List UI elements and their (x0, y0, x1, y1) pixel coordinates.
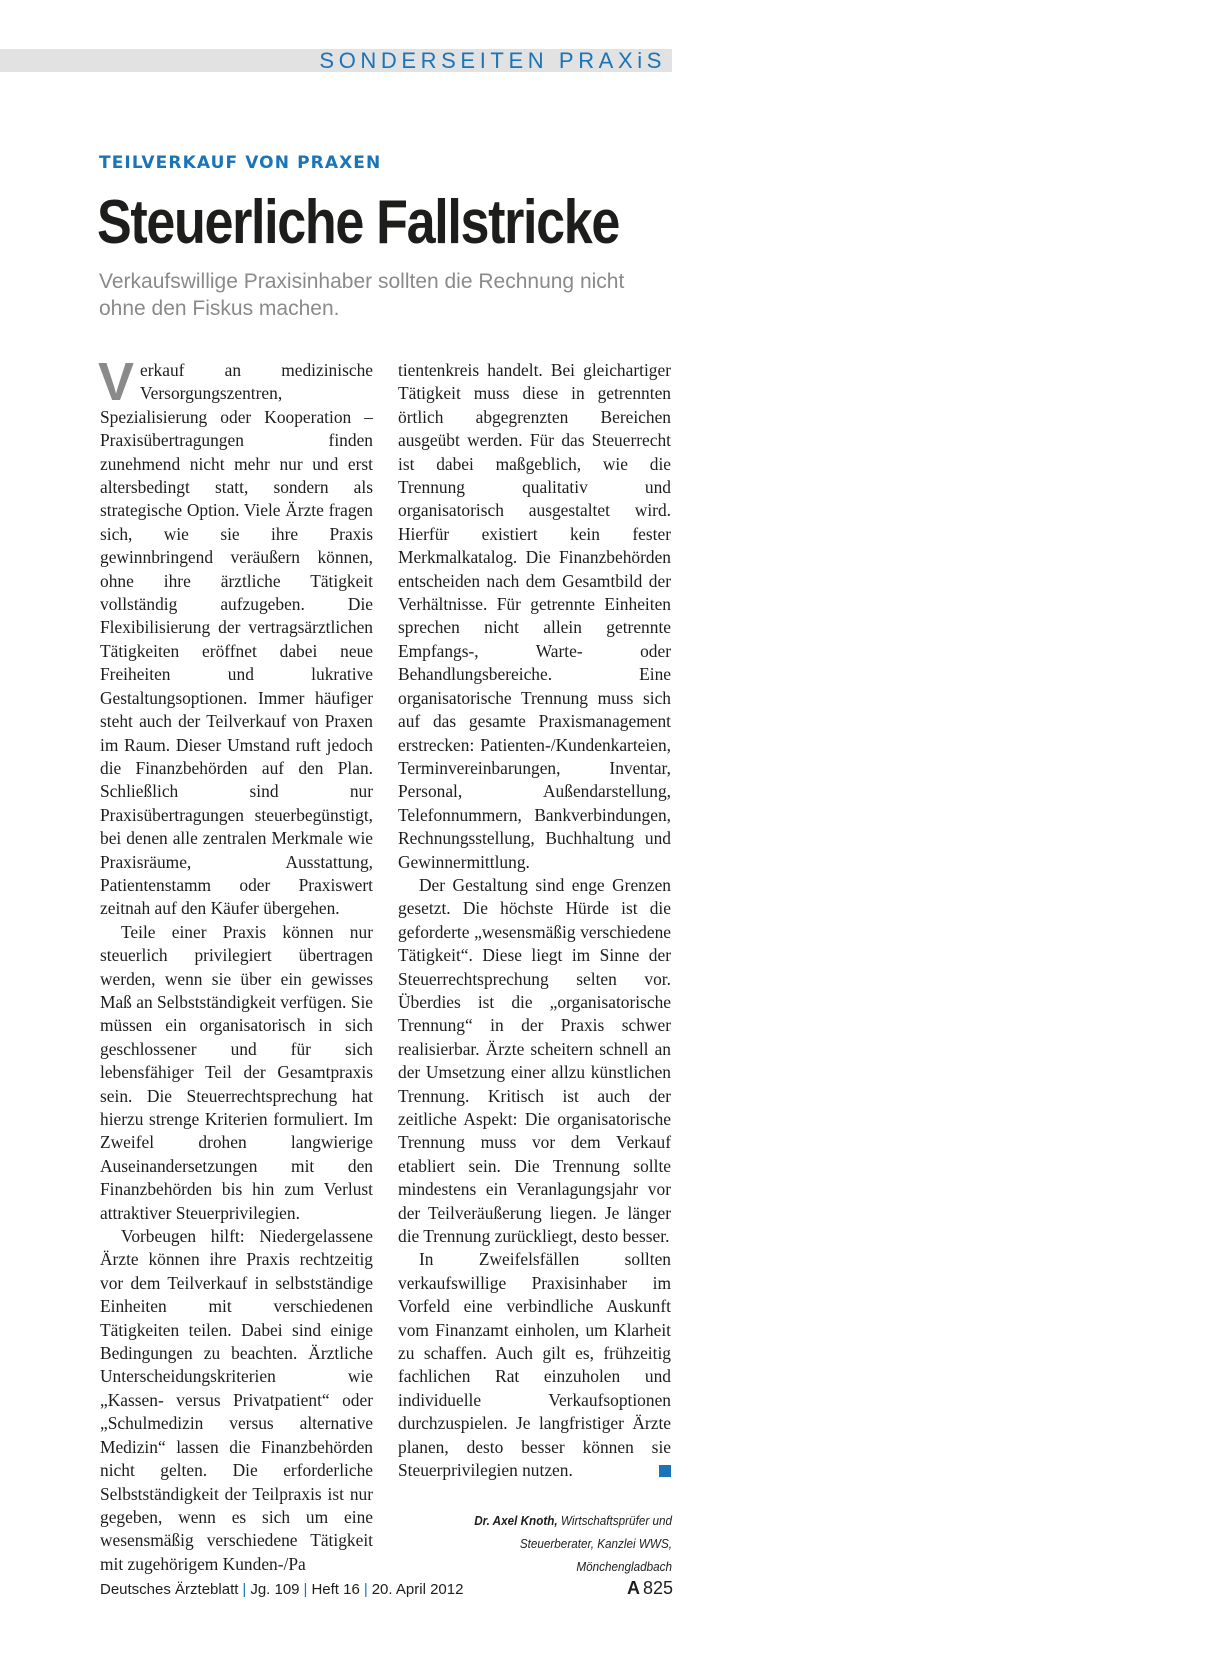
paragraph: Vorbeugen hilft: Niedergelassene Ärzte können ihre Praxis rechtzeitig vor dem Teilverkauf in selbstständige Einheiten mit verschiedenen Tätigkeiten teilen. Dabei sind einige Bedingungen zu beachten. Ärztliche Unterscheidungskriterien wie „Kassen- versus Privatpatient“ oder „Schulmedizin versus alternative Medizin“ lassen die Finanzbehörden nicht gelten. Die erforderliche Selbstständigkeit der Teilpraxis ist nur gegeben, wenn es sich um eine wesensmäßig verschiedene Tätigkeit mit zugehörigem Kunden-/Pa (100, 1226, 373, 1574)
article-title: Steuerliche Fallstricke (97, 188, 619, 257)
paragraph (398, 1248, 671, 1482)
section-header-bar (0, 49, 672, 72)
paragraph: Teile einer Praxis können nur steuerlich privilegiert übertragen werden, wenn sie über ein gewisses Maß an Selbstständigkeit verfügen. Sie müssen ein organisatorisch in sich geschlossener und für sich lebensfähiger Teil der Gesamtpraxis sein. Die Steuerrechtsprechung hat hierzu strenge Kriterien formuliert. Im Zweifel drohen langwierige Auseinandersetzungen mit den Finanzbehörden bis hin zum Verlust attraktiver Steuerprivilegien. (100, 921, 373, 1223)
footer-separator: | (363, 1581, 368, 1598)
footer-separator: | (303, 1581, 308, 1598)
text-column-right (398, 359, 671, 1483)
page-number-value: 825 (642, 1578, 673, 1598)
journal-volume: Jg. 109 (250, 1581, 300, 1598)
paragraph: Der Gestaltung sind enge Grenzen gesetzt. Die höchste Hürde ist die geforderte „wesensmäßig verschiedene Tätigkeit“. Diese liegt im Sinne der Steuerrechtsprechung selten vor. Überdies ist die „organisatorische Trennung“ in der Praxis schwer realisierbar. Ärzte scheitern schnell an der Umsetzung einer allzu künstlichen Trennung. Kritisch ist auch der zeitliche Aspekt: Die organisatorische Trennung muss vor dem Verkauf etabliert sein. Die Trennung sollte mindestens ein Veranlagungsjahr vor der Teilveräußerung liegen. Je länger die Trennung zurückliegt, desto besser. (398, 874, 671, 1247)
text-column-left (98, 352, 373, 1576)
author-name: Dr. Axel Knoth, (474, 1513, 558, 1528)
page-footer (100, 1580, 463, 1600)
author-role: Wirtschaftsprüfer und Steuerberater, Kanzlei WWS, Mönchengladbach (519, 1513, 672, 1574)
paragraph: tientenkreis handelt. Bei gleichartiger Tätigkeit muss diese in getrennten örtlich abgegrenzten Bereichen ausgeübt werden. Für das Steuerrecht ist dabei maßgeblich, wie die Trennung qualitativ und organisatorisch ausgestaltet wird. Hierfür existiert kein fester Merkmalkatalog. Die Finanzbehörden entscheiden nach dem Gesamtbild der Verhältnisse. Für getrennte Einheiten sprechen nicht allein getrennte Empfangs-, Warte- oder Behandlungsbereiche. Eine organisatorische Trennung muss sich auf das gesamte Praxismanagement erstrecken: Patienten-/Kundenkarteien, Terminvereinbarungen, Inventar, Personal, Außendarstellung, Telefonnummern, Bankverbindungen, Rechnungsstellung, Buchhaltung und Gewinnermittlung. (398, 360, 671, 872)
paragraph-text: In Zweifelsfällen sollten verkaufswillige Praxisinhaber im Vorfeld eine verbindliche Auskunft vom Finanzamt einholen, um Klarheit zu schaffen. Auch gilt es, frühzeitig fachlichen Rat einzuholen und individuelle Verkaufsoptionen durchzuspielen. Je langfristiger Ärzte planen, desto besser können sie Steuerprivilegien nutzen. (398, 1249, 671, 1481)
paragraph (98, 352, 373, 921)
article-kicker: TEILVERKAUF VON PRAXEN (99, 153, 382, 173)
drop-cap: V (98, 352, 135, 412)
page-number (627, 1577, 673, 1599)
article-standfirst: Verkaufswillige Praxisinhaber sollten die Rechnung nicht ohne den Fiskus machen. (99, 270, 625, 320)
journal-issue: Heft 16 (311, 1581, 360, 1598)
section-label: SONDERSEITEN PRAXiS (319, 48, 666, 73)
issue-date: 20. April 2012 (371, 1581, 464, 1598)
paragraph-text: erkauf an medizinische Versorgungszentren, Spezialisierung oder Kooperation – Praxisübertragungen finden zunehmend nicht mehr nur und erst altersbedingt statt, sondern als strategische Option. Viele Ärzte fragen sich, wie sie ihre Praxis gewinnbringend veräußern können, ohne ihre ärztliche Tätigkeit vollständig aufzugeben. Die Flexibilisierung der vertragsärztlichen Tätigkeiten eröffnet dabei neue Freiheiten und lukrative Gestaltungsoptionen. Immer häufiger steht auch der Teilverkauf von Praxen im Raum. Dieser Umstand ruft jedoch die Finanzbehörden auf den Plan. Schließlich sind nur Praxisübertragungen steuerbegünstigt, bei denen alle zentralen Merkmale wie Praxisräume, Ausstattung, Patientenstamm oder Praxiswert zeitnah auf den Käufer übergehen. (100, 360, 373, 919)
page-prefix: A (626, 1578, 640, 1598)
footer-separator: | (242, 1581, 247, 1598)
journal-name: Deutsches Ärzteblatt (100, 1581, 239, 1598)
author-credit (425, 1509, 672, 1578)
end-mark-icon (659, 1465, 671, 1477)
